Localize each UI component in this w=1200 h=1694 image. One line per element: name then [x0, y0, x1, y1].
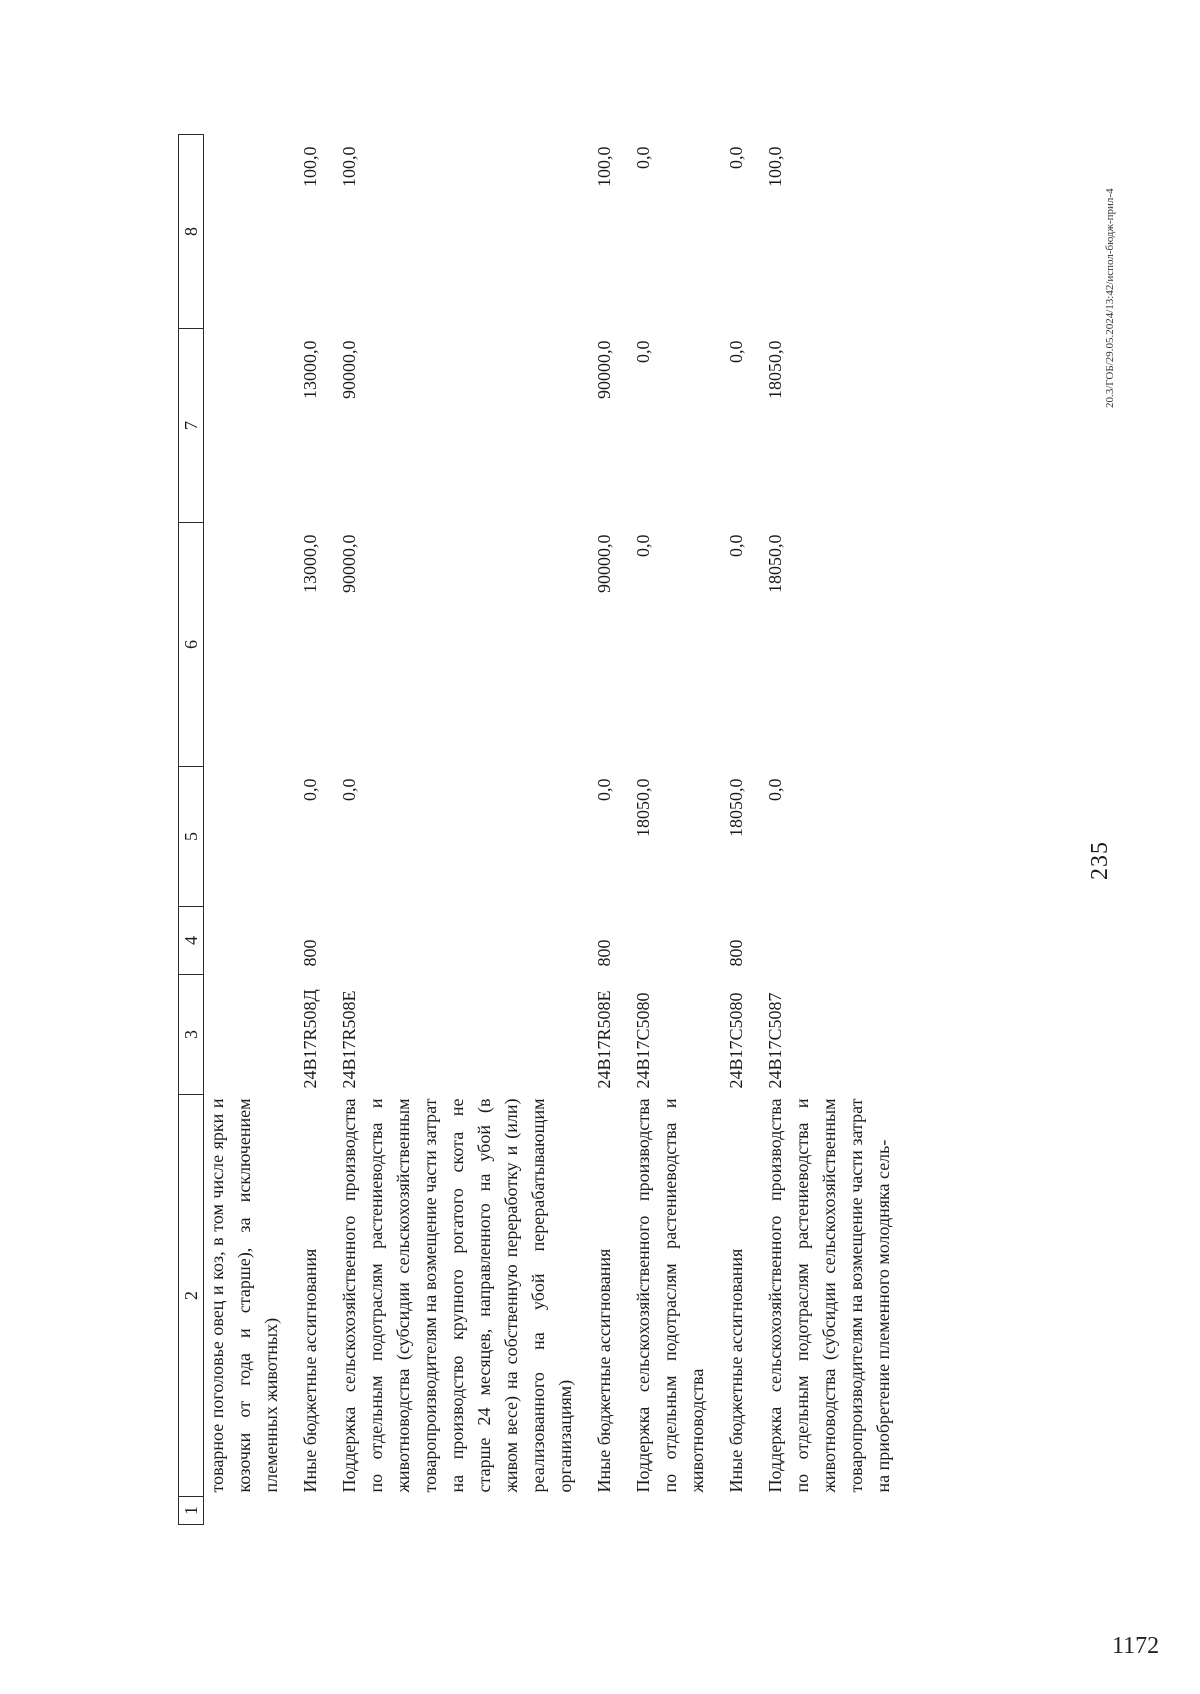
row-col8: 100,0: [765, 146, 785, 187]
row-expense-group: [630, 907, 723, 975]
row-target-code: 24В17С5087: [765, 992, 785, 1089]
row-expense-group: 800: [300, 939, 320, 967]
row-name: Поддержка сельскохозяйственного производства по отдельным подотраслям растениеводства и животноводства: [633, 1098, 707, 1493]
row-col7: 0,0: [633, 340, 653, 363]
row-col7: 18050,0: [765, 340, 785, 399]
row-expense-group: 800: [594, 939, 614, 967]
table-row: [204, 135, 298, 1525]
row-col5: 0,0: [765, 778, 785, 801]
row-name: товарное поголовье овец и коз, в том числе ярки и козочки от года и старше), за исключением племенных животных): [207, 1098, 281, 1493]
row-col6: [204, 523, 298, 767]
row-target-code: [204, 975, 298, 1095]
column-header-5: 5: [179, 767, 204, 907]
row-target-code: 24В17R508Д: [300, 989, 320, 1089]
row-target-code: 24В17R508Е: [594, 990, 614, 1089]
column-header-8: 8: [179, 135, 204, 329]
row-col7: 13000,0: [300, 340, 320, 399]
row-col8: 100,0: [339, 146, 359, 187]
row-col5: 0,0: [300, 778, 320, 801]
column-header-2: 2: [179, 1095, 204, 1497]
row-name: Поддержка сельскохозяйственного производства по отдельным подотраслям растениеводства и животноводства (субсидии сельскохозяйственным товаропроизводителям на возмещение части затрат на приобретение племенного молодняка сель-: [765, 1098, 893, 1493]
column-header-1: 1: [179, 1497, 204, 1525]
row-col6: 13000,0: [300, 534, 320, 593]
budget-table: [178, 134, 909, 1525]
row-col5: 18050,0: [726, 778, 746, 837]
row-target-code: 24В17С5080: [633, 992, 653, 1089]
scan-number: 1172: [1112, 1633, 1160, 1659]
page-number: 235: [1087, 841, 1113, 880]
row-name: Поддержка сельскохозяйственного производства по отдельным подотраслям растениеводства и животноводства (субсидии сельскохозяйственным товаропроизводителям на возмещение части затрат на производство крупного рогатого скота не старше 24 месяцев, направленного на убой (в живом весе) на собственную переработку и (или) реализованного на убой перерабатывающим организациям): [339, 1098, 575, 1493]
row-col8: 100,0: [594, 146, 614, 187]
row-col7: [204, 329, 298, 523]
row-col5: 0,0: [339, 778, 359, 801]
row-expense-group: 800: [726, 939, 746, 967]
row-expense-group: [762, 907, 909, 975]
row-name: Иные бюджетные ассигнования: [726, 1248, 746, 1493]
row-expense-group: [336, 907, 591, 975]
row-col6: 0,0: [726, 534, 746, 557]
row-expense-group: [204, 907, 298, 975]
row-target-code: 24В17R508Е: [339, 990, 359, 1089]
row-col8: 0,0: [633, 146, 653, 169]
table-row: [762, 135, 909, 1525]
document-code: 20.3/ГОБ/29.05.2024/13:42/испол-бюдж-прил-4: [1104, 188, 1116, 408]
column-header-3: 3: [179, 975, 204, 1095]
column-header-6: 6: [179, 523, 204, 767]
table-row: [723, 135, 762, 1525]
table-row: [336, 135, 591, 1525]
row-col8: [204, 135, 298, 329]
row-col8: 0,0: [726, 146, 746, 169]
row-col7: 90000,0: [339, 340, 359, 399]
row-col6: 90000,0: [594, 534, 614, 593]
row-col6: 90000,0: [339, 534, 359, 593]
row-name: Иные бюджетные ассигнования: [594, 1248, 614, 1493]
row-col7: 90000,0: [594, 340, 614, 399]
table-row: [591, 135, 630, 1525]
row-col8: 100,0: [300, 146, 320, 187]
column-header-7: 7: [179, 329, 204, 523]
row-col5: [204, 767, 298, 907]
row-col6: 0,0: [633, 534, 653, 557]
row-col7: 0,0: [726, 340, 746, 363]
row-name: Иные бюджетные ассигнования: [300, 1248, 320, 1493]
table-row: [630, 135, 723, 1525]
row-col5: 18050,0: [633, 778, 653, 837]
table-header-row: [179, 135, 204, 1525]
row-target-code: 24В17С5080: [726, 992, 746, 1089]
column-header-4: 4: [179, 907, 204, 975]
table-row: [297, 135, 336, 1525]
row-col5: 0,0: [594, 778, 614, 801]
row-col6: 18050,0: [765, 534, 785, 593]
